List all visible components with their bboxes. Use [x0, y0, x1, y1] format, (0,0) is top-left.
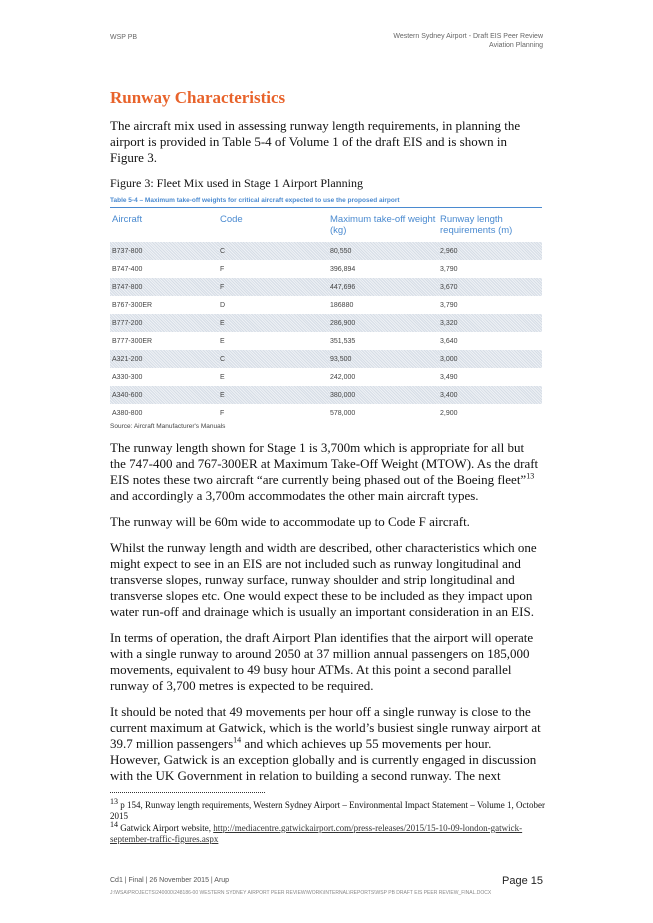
- para2-text-a: The runway length shown for Stage 1 is 3,700m which is appropriate for all but the 747-400 and 767-300ER at Maximum Take-Off Weight (MTOW). As the draft EIS notes these two aircraft “are currently being phased out of the Boeing fleet”: [110, 440, 539, 487]
- header-title-line2: Aviation Planning: [489, 42, 543, 49]
- footnote-14-number: 14: [110, 820, 118, 829]
- table-row: [110, 368, 542, 386]
- footnote-14-link[interactable]: http://mediacentre.gatwickairport.com/press-releases/2015/15-10-09-london-gatwick-september-traffic-figures.aspx: [110, 823, 523, 844]
- page-body: [110, 88, 542, 794]
- cell-runway-length: 2,900: [440, 409, 458, 417]
- cell-code: D: [220, 301, 226, 309]
- table-header-row: [110, 208, 542, 242]
- cell-code: F: [220, 409, 225, 417]
- cell-aircraft: A380-800: [112, 409, 143, 417]
- col-header-code: Code: [220, 214, 243, 225]
- table-row: [110, 242, 542, 260]
- table-title: Table 5-4 – Maximum take-off weights for critical aircraft expected to use the proposed airport: [110, 197, 542, 208]
- cell-aircraft: B767-300ER: [112, 301, 153, 309]
- footer-doc-info: Cd1 | Final | 26 November 2015 | Arup: [110, 877, 230, 884]
- cell-mtow: 80,550: [328, 242, 438, 260]
- cell-code: E: [218, 314, 328, 332]
- cell-runway-length: 3,790: [440, 265, 458, 273]
- cell-runway-length: 3,320: [438, 314, 542, 332]
- paragraph-runway-width: The runway will be 60m wide to accommodate up to Code F aircraft.: [110, 514, 470, 529]
- cell-aircraft: B777-200: [110, 314, 218, 332]
- cell-mtow: 380,000: [328, 386, 438, 404]
- cell-mtow: 242,000: [330, 373, 356, 381]
- cell-code: F: [218, 278, 328, 296]
- cell-aircraft: A330-300: [112, 373, 143, 381]
- paragraph-missing-characteristics: Whilst the runway length and width are described, other characteristics which one might expect to see in an EIS are not included such as runway longitudinal and transverse slopes, runway surface, runway shoulder and strip longitudinal and transverse slopes etc. One would expect these to be included as they impact upon water run-off and drainage which is usually an important consideration in an EIS.: [110, 540, 537, 619]
- cell-aircraft: A321-200: [110, 350, 218, 368]
- cell-aircraft: B737-800: [110, 242, 218, 260]
- paragraph-runway-length: [110, 440, 542, 504]
- table-row: [110, 404, 542, 422]
- col-header-aircraft: Aircraft: [112, 214, 143, 225]
- cell-code: E: [218, 386, 328, 404]
- footnote-13: [110, 797, 546, 822]
- cell-code: E: [220, 337, 225, 345]
- paragraph-operation: In terms of operation, the draft Airport Plan identifies that the airport will operate with a single runway to around 2050 at 37 million annual passengers on 185,000 movements, equivalent to 49 busy hour ATMs. At this point a second parallel runway of 3,700 metres is expected to be required.: [110, 630, 534, 693]
- cell-mtow: 351,535: [330, 337, 356, 345]
- page-number: Page 15: [502, 875, 543, 887]
- section-title: Runway Characteristics: [110, 88, 286, 107]
- footnote-14: [110, 820, 546, 845]
- cell-aircraft: A340-600: [110, 386, 218, 404]
- cell-code: E: [220, 373, 225, 381]
- cell-mtow: 186880: [330, 301, 354, 309]
- cell-mtow: 578,000: [330, 409, 356, 417]
- cell-runway-length: 3,640: [440, 337, 458, 345]
- para6-text-a: It should be noted that 49 movements per hour off a single runway is close to the current maximum at Gatwick, which is the world’s busiest single runway airport at 39.7 million passengers: [110, 704, 541, 751]
- table-row: [110, 260, 542, 278]
- footnote-13-text: p 154, Runway length requirements, Western Sydney Airport – Environmental Impact Statement – Volume 1, October 2015: [110, 800, 545, 821]
- cell-code: C: [218, 242, 328, 260]
- cell-runway-length: 2,960: [438, 242, 542, 260]
- col-header-mtow: Maximum take-off weight (kg): [330, 214, 436, 236]
- col-header-runway-length: Runway length requirements (m): [440, 214, 513, 236]
- cell-aircraft: B747-800: [110, 278, 218, 296]
- header-document-title: [393, 32, 543, 50]
- footnote-separator: [110, 792, 265, 793]
- para2-text-b: and accordingly a 3,700m accommodates the other main aircraft types.: [110, 488, 479, 503]
- footnote-ref-14[interactable]: 14: [233, 735, 242, 745]
- table-row: [110, 332, 542, 350]
- cell-runway-length: 3,790: [440, 301, 458, 309]
- paragraph-aircraft-mix: The aircraft mix used in assessing runway length requirements, in planning the airport is provided in Table 5-4 of Volume 1 of the draft EIS and is shown in Figure 3.: [110, 118, 521, 165]
- figure-caption: Figure 3: Fleet Mix used in Stage 1 Airport Planning: [110, 176, 363, 190]
- footnote-14-text: Gatwick Airport website,: [118, 823, 214, 833]
- table-row: [110, 350, 542, 368]
- cell-runway-length: 3,490: [440, 373, 458, 381]
- footnote-ref-13[interactable]: 13: [526, 471, 535, 481]
- cell-runway-length: 3,400: [438, 386, 542, 404]
- table-row: [110, 314, 542, 332]
- table-row: [110, 278, 542, 296]
- table-row: [110, 296, 542, 314]
- cell-aircraft: B747-400: [112, 265, 143, 273]
- header-org: WSP PB: [110, 34, 138, 41]
- para6-text-b: and which achieves up 55 movements per hour. However, Gatwick is an exception globally and is currently engaged in discussion with the UK Government in relation to building a second runway. The next: [110, 736, 537, 783]
- cell-runway-length: 3,000: [438, 350, 542, 368]
- cell-mtow: 286,900: [328, 314, 438, 332]
- footer-file-path: J:\WSA\PROJECTS\240000\248186-00 WESTERN SYDNEY AIRPORT PEER REVIEW\WORK\INTERNAL\REPORTS\WSP PB DRAFT EIS PEER REVIEW_FINAL.DOCX: [110, 890, 492, 896]
- header-title-line1: Western Sydney Airport - Draft EIS Peer Review: [393, 33, 543, 40]
- paragraph-gatwick: [110, 704, 542, 784]
- footnote-13-number: 13: [110, 797, 118, 806]
- cell-aircraft: B777-300ER: [112, 337, 153, 345]
- table-row: [110, 386, 542, 404]
- fleet-mix-table: [110, 208, 542, 422]
- cell-runway-length: 3,670: [438, 278, 542, 296]
- cell-mtow: 396,894: [330, 265, 356, 273]
- cell-mtow: 447,696: [328, 278, 438, 296]
- cell-code: F: [220, 265, 225, 273]
- cell-mtow: 93,500: [328, 350, 438, 368]
- cell-code: C: [218, 350, 328, 368]
- table-source-note: Source: Aircraft Manufacturer's Manuals: [110, 423, 226, 430]
